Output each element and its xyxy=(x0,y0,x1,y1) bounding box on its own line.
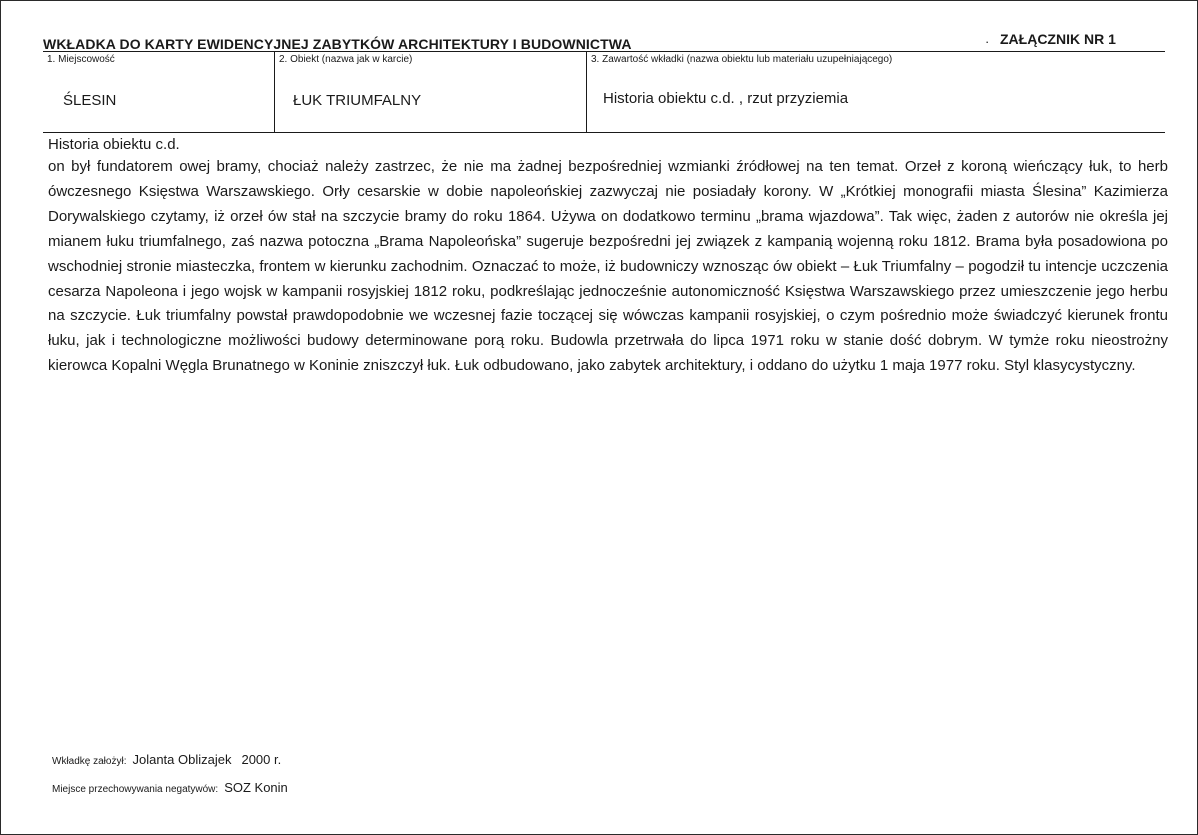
fields-rule xyxy=(43,132,1165,133)
negatives-label: Miejsce przechowywania negatywów: xyxy=(52,784,219,795)
header-dot: · xyxy=(985,34,990,49)
author-line xyxy=(52,751,281,769)
author-name: Jolanta Oblizajek xyxy=(132,752,232,767)
field-locality-label: 1. Miejscowość xyxy=(47,54,115,65)
author-year: 2000 r. xyxy=(241,752,282,767)
annex-label: ZAŁĄCZNIK NR 1 xyxy=(1000,31,1116,47)
negatives-value: SOZ Konin xyxy=(224,780,288,795)
author-label: Wkładkę założył: xyxy=(52,756,127,767)
field-contents xyxy=(586,52,1166,132)
history-text xyxy=(48,155,1168,379)
field-locality-value: ŚLESIN xyxy=(63,92,117,109)
field-object-value: ŁUK TRIUMFALNY xyxy=(293,92,422,109)
field-contents-label: 3. Zawartość wkładki (nazwa obiektu lub materiału uzupełniającego) xyxy=(591,54,893,65)
negatives-line xyxy=(52,779,288,797)
document-title: WKŁADKA DO KARTY EWIDENCYJNEJ ZABYTKÓW ARCHITEKTURY I BUDOWNICTWA xyxy=(43,36,632,52)
history-paragraph: on był fundatorem owej bramy, chociaż należy zastrzec, że nie ma żadnej bezpośredniej wzmianki źródłowej na ten temat. Orzeł z koroną wieńczący łuk, to herb ówczesnego Księstwa Warszawskiego. Orły cesarskie w dobie napoleońskiej zazwyczaj nie posiadały korony. W „Krótkiej monografii miasta Ślesina” Kazimierza Dorywalskiego czytamy, iż orzeł ów stał na szczycie bramy do roku 1864. Używa on dodatkowo terminu „brama wjazdowa”. Tak więc, żaden z autorów nie określa jej mianem łuku triumfalnego, zaś nazwa potoczna „Brama Napoleońska” sugeruje bezpośredni jej związek z kampanią wojenną roku 1812. Brama była posadowiona po wschodniej stronie miasteczka, frontem w kierunku zachodnim. Oznaczać to może, iż budowniczy wznosząc ów obiekt – Łuk Triumfalny – pogodził tu intencje uczczenia cesarza Napoleona i jego wojsk w kampanii rosyjskiej 1812 roku, podkreślając jednocześnie autonomiczność Księstwa Warszawskiego przez umieszczenie jego herbu na szczycie. Łuk triumfalny powstał prawdopodobnie we wczesnej fazie toczącej się wówczas kampanii rosyjskiej, o czym pośrednio może świadczyć kierunek frontu łuku, jak i technologiczne możliwości budowy determinowane porą roku. Budowla przetrwała do lipca 1971 roku w stanie dość dobrym. W tymże roku nieostrożny kierowca Kopalni Węgla Brunatnego w Koninie zniszczył łuk. Łuk odbudowano, jako zabytek architektury, i oddano do użytku 1 maja 1977 roku. Styl klasycystyczny. xyxy=(48,158,1168,375)
section-heading: Historia obiektu c.d. xyxy=(48,136,180,153)
field-locality xyxy=(43,52,274,132)
field-object xyxy=(274,52,587,132)
field-object-label: 2. Obiekt (nazwa jak w karcie) xyxy=(279,54,413,65)
field-contents-value: Historia obiektu c.d. , rzut przyziemia xyxy=(603,90,849,107)
